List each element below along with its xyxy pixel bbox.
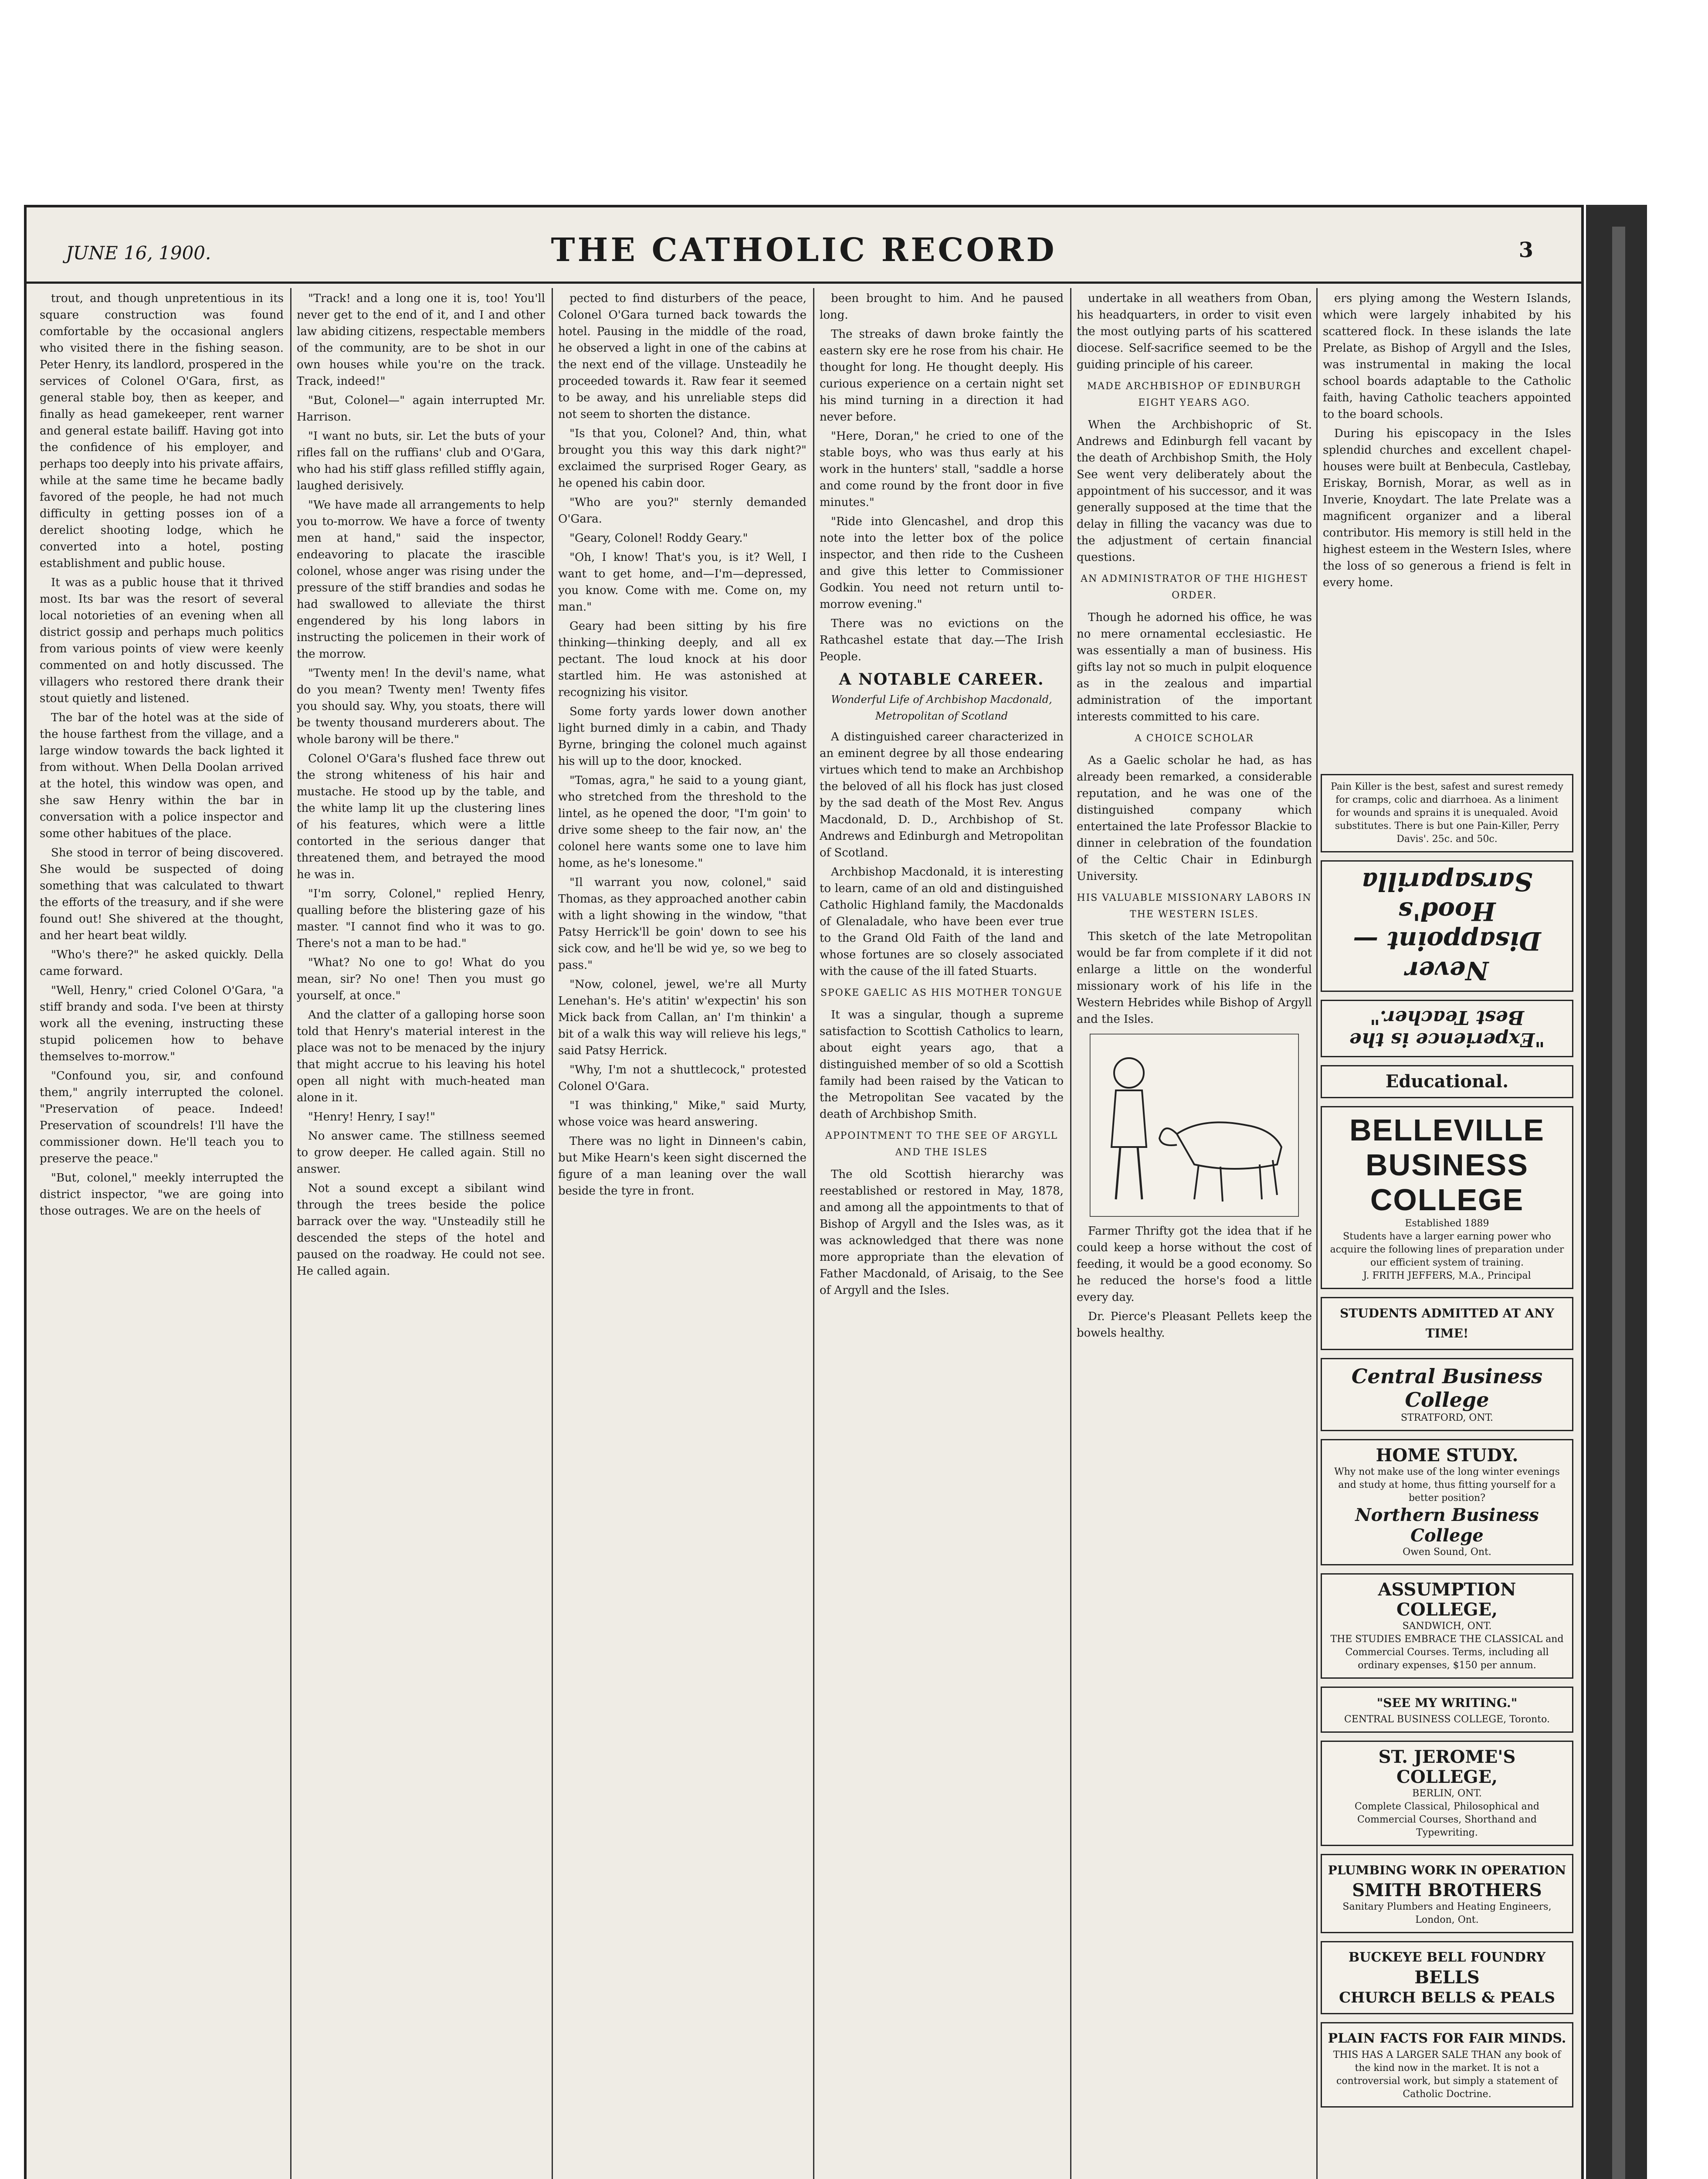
see-my-writing-ad: "SEE MY WRITING." CENTRAL BUSINESS COLLEGE, Toronto. [1321, 1687, 1573, 1733]
plain-facts-ad: PLAIN FACTS FOR FAIR MINDS. THIS HAS A LARGER SALE THAN any book of the kind now in the market. It is not a controversial work, but simply a statement of Catholic Doctrine. [1321, 2022, 1573, 2108]
paragraph: She stood in terror of being discovered. She would be suspected of doing something that was calculated to thwart the efforts of the treasury, and if she were found out! She shivered at the thought, and her heart beat wildly. [40, 846, 284, 942]
paragraph: "Well, Henry," cried Colonel O'Gara, "a stiff brandy and soda. I've been at thirsty work all the evening, instructing these stupid policemen how to behave themselves to-morrow." [40, 984, 284, 1063]
paragraph: "We have made all arrangements to help you to-morrow. We have a force of twenty men at hand," said the inspector, endeavoring to placate the irascible colonel, whose anger was rising under the pressure of the stiff brandies and sodas he had swallowed to alleviate the thirst engendered by his long labors in instructing the policemen in their work of the morrow. [297, 499, 545, 661]
st-jeromes-ad: ST. JEROME'S COLLEGE, BERLIN, ONT. Complete Classical, Philosophical and Commercial Courses, Shorthand and Typewriting. [1321, 1741, 1573, 1846]
paragraph: Not a sound except a sibilant wind through the trees beside the police barrack over the way. "Unsteadily still he descended the steps of the hotel and paused on the roadway. He could not see. He called again. [297, 1182, 545, 1278]
paragraph: When the Archbishopric of St. Andrews and Edinburgh fell vacant by the death of Archbishop Smith, the Holy See went very deliberately about the appointment of his successor, and it was generally supposed at the time that the delay in filling the vacancy was due to the adjustment of certain financial questions. [1077, 418, 1312, 564]
section-heading: MADE ARCHBISHOP OF EDINBURGH EIGHT YEARS AGO. [1087, 381, 1302, 408]
paragraph: It was as a public house that it thrived most. Its bar was the resort of several local notorieties of an evening when all district gossip and perhaps much politics from various points of view were keenly commented on and hotly discussed. The villagers who restored there drank their stout quietly and listened. [40, 576, 284, 705]
section-heading: SPOKE GAELIC AS HIS MOTHER TONGUE [820, 988, 1063, 998]
paragraph: The bar of the hotel was at the side of the house farthest from the village, and a large window towards the back lighted it from without. When Della Doolan arrived at the hotel, this window was open, and she saw Henry within the bar in conversation with a police inspector and some other habitues of the place. [40, 711, 284, 840]
column-rule [552, 288, 553, 2179]
section-heading: A CHOICE SCHOLAR [1135, 733, 1254, 744]
paragraph: "Here, Doran," he cried to one of the stable boys, who was thus early at his work in the hunters' stall, "saddle a horse and come round by the front door in five minutes." [820, 430, 1064, 509]
column-1 [40, 290, 284, 2179]
paragraph: A distinguished career characterized in an eminent degree by all those endearing virtues which tend to make an Archbishop the beloved of all his flock has just closed by the sad death of the Most Rev. Angus Macdonald, D. D., Archbishop of St. Andrews and Edinburgh and Metropolitan of Scotland. [820, 730, 1064, 859]
paragraph: "But, colonel," meekly interrupted the district inspector, "we are going into those outrages. We are on the heels of [40, 1171, 284, 1218]
bell-foundry-ad: BUCKEYE BELL FOUNDRY BELLS CHURCH BELLS & PEALS [1321, 1941, 1573, 2014]
paragraph: Some forty yards lower down another light burned dimly in a cabin, and Thady Byrne, bringing the colonel much against his will up to the door, knocked. [558, 705, 807, 768]
paragraph: "Why, I'm not a shuttlecock," protested Colonel O'Gara. [558, 1063, 807, 1093]
column-rule [290, 288, 291, 2179]
column-4 [820, 290, 1064, 2179]
central-college-ad: Central Business College STRATFORD, ONT. [1321, 1358, 1573, 1431]
hoods-ad-inverted: Never Disappoint — Hood's Sarsaparilla [1321, 860, 1573, 992]
column-3 [558, 290, 807, 2179]
paragraph: "Confound you, sir, and confound them," angrily interrupted the colonel. "Preservation of peace. Indeed! Preservation of scoundrels! I'll have the commissioner down. He'll teach you to preserve the peace." [40, 1069, 284, 1165]
paragraph: "Now, colonel, jewel, we're all Murty Lenehan's. He's atitin' w'expectin' his son Mick back from Callan, an' I'm thinkin' a bit of a walk this way will relieve his legs," said Patsy Herrick. [558, 978, 807, 1057]
section-heading: HIS VALUABLE MISSIONARY LABORS IN THE WESTERN ISLES. [1077, 893, 1312, 920]
scanner-edge-highlight [1612, 227, 1625, 2179]
assumption-college-ad: ASSUMPTION COLLEGE, SANDWICH, ONT. THE STUDIES EMBRACE THE CLASSICAL and Commercial Courses. Terms, including all ordinary expenses, $150 per annum. [1321, 1573, 1573, 1679]
paragraph: "Who's there?" he asked quickly. Della came forward. [40, 948, 284, 978]
paragraph: "I want no buts, sir. Let the buts of your rifles fall on the ruffians' club and O'Gara, who had his stiff glass refilled stiffly again, laughed derisively. [297, 430, 545, 492]
paragraph: The streaks of dawn broke faintly the eastern sky ere he rose from his chair. He thought for long. He thought deeply. His curious experience on a certain night set his mind turning in a direction it had never before. [820, 328, 1064, 424]
paragraph: No answer came. The stillness seemed to grow deeper. He called again. Still no answer. [297, 1130, 545, 1176]
column-6 [1323, 290, 1571, 761]
section-heading: APPOINTMENT TO THE SEE OF ARGYLL AND THE ISLES [825, 1130, 1058, 1158]
paragraph: undertake in all weathers from Oban, his headquarters, in order to visit even the most outlying parts of his scattered diocese. Self-sacrifice seemed to be the guiding principle of his career. [1077, 292, 1312, 371]
article-subheading: Wonderful Life of Archbishop Macdonald, Metropolitan of Scotland [831, 693, 1052, 722]
plumbing-ad: PLUMBING WORK IN OPERATION SMITH BROTHERS Sanitary Plumbers and Heating Engineers, London, Ont. [1321, 1854, 1573, 1933]
paragraph: ers plying among the Western Islands, which were largely inhabited by his scattered flock. In these islands the late Prelate, as Bishop of Argyll and the Isles, was instrumental in making the local school boards adaptable to the Catholic faith, having Catholic teachers appointed to the board schools. [1323, 292, 1571, 421]
paragraph: As a Gaelic scholar he had, as has already been remarked, a considerable reputation, and he was one of the distinguished company which entertained the late Professor Blackie to dinner in celebration of the foundation of the Celtic Chair in Edinburgh University. [1077, 754, 1312, 883]
paragraph: "Ride into Glencashel, and drop this note into the letter box of the police inspector, and then ride to the Cusheen and give this letter to Commissioner Godkin. You need not return until to-morrow evening." [820, 515, 1064, 611]
paragraph: There was no evictions on the Rathcashel estate that day.—The Irish People. [820, 617, 1064, 663]
column-rule [1070, 288, 1071, 2179]
paragraph: Geary had been sitting by his fire thinking—thinking deeply, and all ex pectant. The loud knock at his door startled him. He was astonished at recognizing his visitor. [558, 620, 807, 699]
page-number: 3 [1518, 238, 1533, 262]
paragraph: "Is that you, Colonel? And, thin, what brought you this way this dark night?" exclaimed the surprised Roger Geary, as he opened his cabin door. [558, 427, 807, 490]
paragraph: "Henry! Henry, I say!" [308, 1110, 436, 1123]
paragraph: "Twenty men! In the devil's name, what do you mean? Twenty men! Twenty fifes you should say. Why, you stoats, there will be twenty thousand murderers about. The whole barony will be there." [297, 667, 545, 746]
paragraph: This sketch of the late Metropolitan would be far from complete if it did not enlarge a little on the wonderful missionary work of his life in the Western Hebrides while Bishop of Argyll and the Isles. [1077, 930, 1312, 1026]
section-heading: AN ADMINISTRATOR OF THE HIGHEST ORDER. [1081, 574, 1308, 601]
newspaper-page [24, 205, 1584, 2179]
paragraph: The old Scottish hierarchy was reestablished or restored in May, 1878, and among all the appointments to that of Bishop of Argyll and the Isles was, as it was acknowledged that there was none more appropriate than the elevation of Father Macdonald, of Arisaig, to the See of Argyll and the Isles. [820, 1168, 1064, 1297]
experience-ad-inverted: "Experience is the Best Teacher." [1321, 1000, 1573, 1057]
paragraph: "Tomas, agra," he said to a young giant, who stretched from the threshold to the lintel, as he opened the door, "I'm goin' to drive some sheep to the fair now, an' the colonel here wants some one to lave him home, as he's lonesome." [558, 774, 807, 870]
farmer-horse-illustration [1090, 1034, 1299, 1217]
paragraph: "Track! and a long one it is, too! You'll never get to the end of it, and I and other law abiding citizens, respectable members of the community, are to be shot in our own houses while you're on the track. Track, indeed!" [297, 292, 545, 388]
paragraph: "Il warrant you now, colonel," said Thomas, as they approached another cabin with a light showing in the window, "that Patsy Herrick'll be goin' down to see his sick cow, and he'll be wid ye, so we beg to pass." [558, 876, 807, 972]
masthead [27, 207, 1581, 284]
column-rule [813, 288, 814, 2179]
paragraph: "I was thinking," Mike," said Murty, whose voice was heard answering. [558, 1099, 807, 1129]
painkiller-ad: Pain Killer is the best, safest and surest remedy for cramps, colic and diarrhoea. As a liniment for wounds and sprains it is unequaled. Avoid substitutes. There is but one Pain-Killer, Perry Davis'. 25c. and 50c. [1321, 774, 1573, 852]
advertisements [1321, 774, 1573, 2179]
paragraph: It was a singular, though a supreme satisfaction to Scottish Catholics to learn, about eight years ago, that a distinguished member of so old a Scottish family had been raised by the Vatican to the Metropolitan See vacated by the death of Archbishop Smith. [820, 1008, 1064, 1121]
paragraph: Farmer Thrifty got the idea that if he could keep a horse without the cost of feeding, it would be a good economy. So he reduced the horse's food a little every day. [1077, 1225, 1312, 1304]
paragraph: been brought to him. And he paused long. [820, 292, 1064, 322]
students-admitted: STUDENTS ADMITTED AT ANY TIME! [1321, 1297, 1573, 1350]
paragraph: During his episcopacy in the Isles splendid churches and excellent chapel-houses were built at Benbecula, Castlebay, Eriskay, Bornish, Morar, as well as in Inverie, Knoydart. The late Prelate was a magnificent organizer and a liberal contributor. His memory is still held in the highest esteem in the Western Isles, where the loss of so generous a friend is felt in every home. [1323, 427, 1571, 589]
home-study-ad: HOME STUDY. Why not make use of the long winter evenings and study at home, thus fitting yourself for a better position? Northern Business College Owen Sound, Ont. [1321, 1439, 1573, 1565]
paragraph: Dr. Pierce's Pleasant Pellets keep the bowels healthy. [1077, 1310, 1312, 1340]
paragraph: "What? No one to go! What do you mean, sir? No one! Then you must go yourself, at once." [297, 956, 545, 1002]
paragraph: Though he adorned his office, he was no mere ornamental ecclesiastic. He was essentially a man of business. His gifts lay not so much in pulpit eloquence as in the zealous and impartial administration of the important interests committed to his care. [1077, 611, 1312, 723]
paragraph: "Who are you?" sternly demanded O'Gara. [558, 496, 807, 526]
belleville-ad: BELLEVILLE BUSINESS COLLEGE Established 1889 Students have a larger earning power who acquire the following lines of preparation under our efficient system of training. J. FRITH JEFFERS, M.A., Principal [1321, 1106, 1573, 1289]
paragraph: "Oh, I know! That's you, is it? Well, I want to get home, and—I'm—depressed, you know. Come with me. Come on, my man." [558, 551, 807, 614]
column-5 [1077, 290, 1312, 2179]
issue-date: JUNE 16, 1900. [66, 242, 211, 264]
newspaper-title: THE CATHOLIC RECORD [551, 231, 1057, 269]
paragraph: pected to find disturbers of the peace, Colonel O'Gara turned back towards the hotel. Pausing in the middle of the road, he observed a light in one of the cabins at the next end of the village. Unsteadily he proceeded towards it. Raw fear it seemed to be away, and his unreliable steps did not seem to shorten the distance. [558, 292, 807, 421]
column-rule [1316, 288, 1318, 2179]
paragraph: trout, and though unpretentious in its square construction was found comfortable by the occasional anglers who visited there in the fishing season. Peter Henry, its landlord, prospered in the services of Colonel O'Gara, first, as general stable boy, then as keeper, and finally as head gamekeeper, rent warner and general estate bailiff. Having got into the confidence of his employer, and perhaps too deeply into his private affairs, while at the same time he became badly favored of the people, he had not much difficulty in getting posses ion of a derelict shooting lodge, which he converted into a hotel, posting establishment and public house. [40, 292, 284, 570]
article-heading: A NOTABLE CAREER. [839, 670, 1044, 689]
paragraph: There was no light in Dinneen's cabin, but Mike Hearn's keen sight discerned the figure of a man leaning over the wall beside the tyre in front. [558, 1135, 807, 1198]
paragraph: Colonel O'Gara's flushed face threw out the strong whiteness of his hair and mustache. He stood up by the table, and the white lamp lit up the clustering lines of his features, which were a little contorted in the serious danger that threatened them, and betrayed the mood he was in. [297, 752, 545, 881]
paragraph: "But, Colonel—" again interrupted Mr. Harrison. [297, 394, 545, 424]
paragraph: Archbishop Macdonald, it is interesting to learn, came of an old and distinguished Catholic Highland family, the Macdonalds of Glenaladale, who have been ever true to the Grand Old Faith of the land and whose fortunes are so closely associated with the cause of the ill fated Stuarts. [820, 865, 1064, 978]
educational-heading: Educational. [1321, 1065, 1573, 1098]
column-2 [297, 290, 545, 2179]
paragraph: "Geary, Colonel! Roddy Geary." [569, 532, 748, 545]
paragraph: And the clatter of a galloping horse soon told that Henry's material interest in the place was not to be menaced by the injury that might accrue to his leaving his hotel open all night with much-heated man alone in it. [297, 1008, 545, 1104]
paragraph: "I'm sorry, Colonel," replied Henry, qualling before the blistering gaze of his master. "I cannot find who it was to go. There's not a man to be had." [297, 887, 545, 950]
